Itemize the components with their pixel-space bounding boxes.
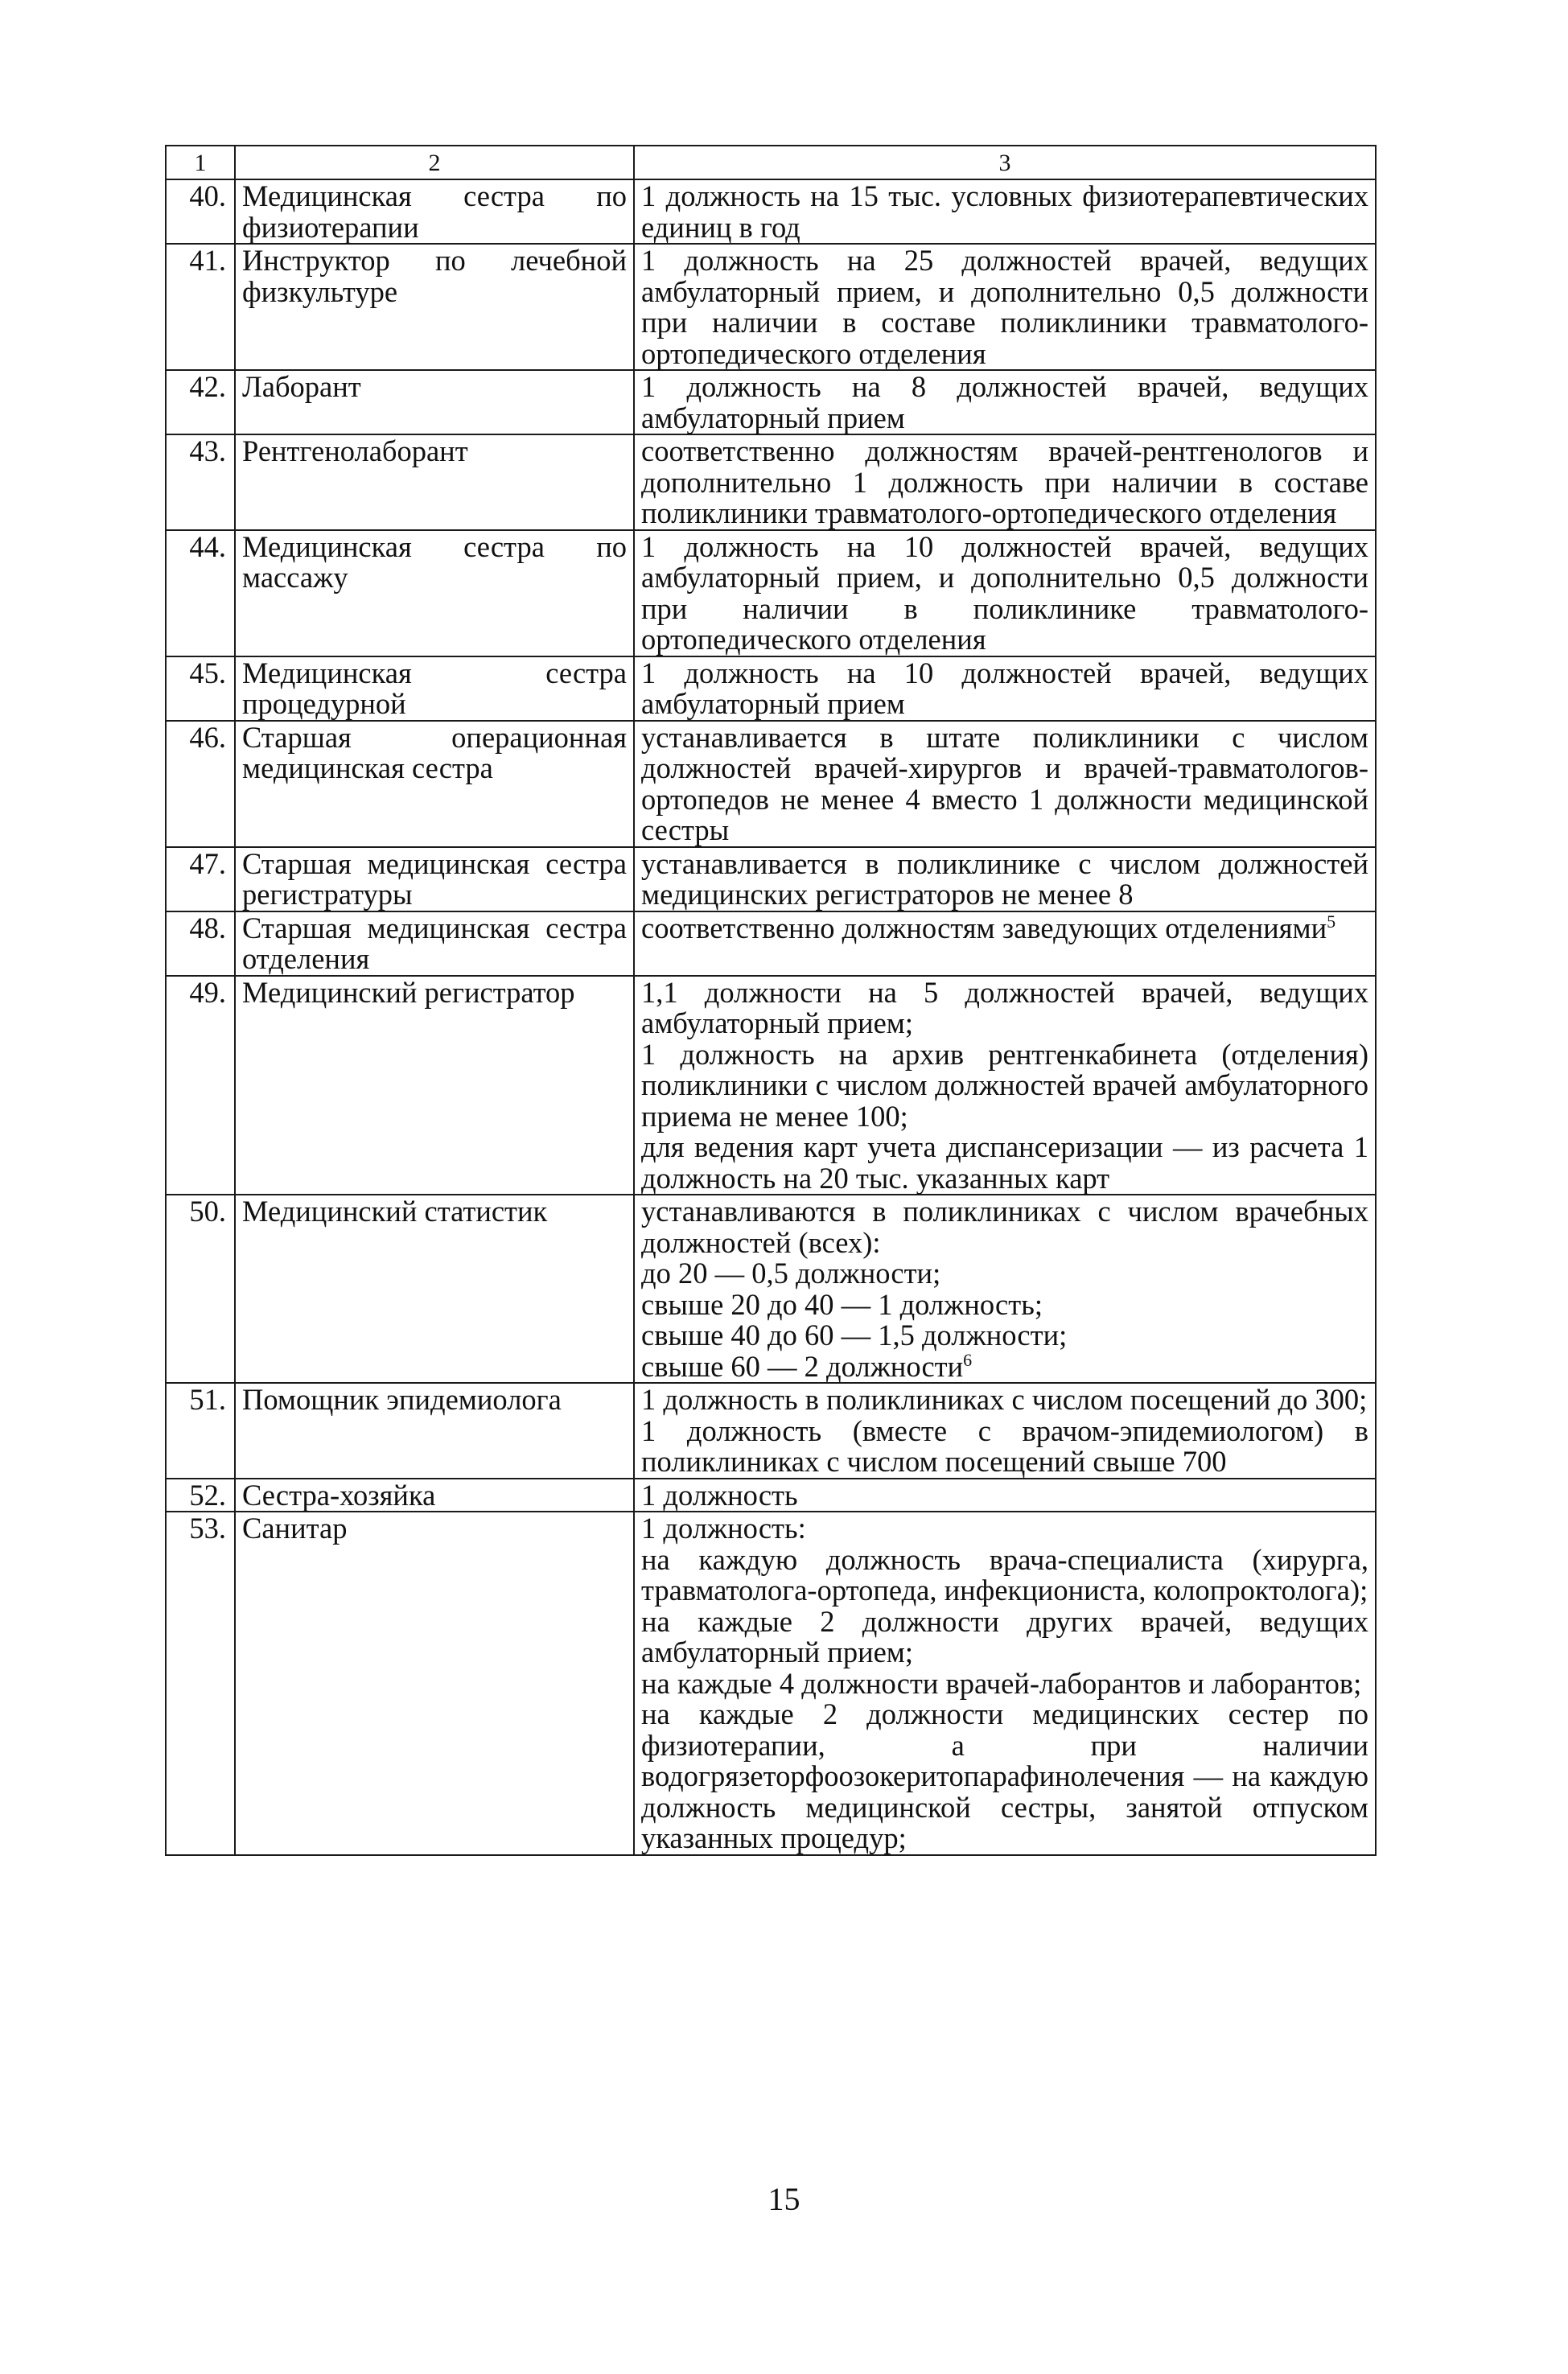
row-number: 46. — [166, 721, 235, 847]
norm-line — [641, 1132, 1368, 1194]
norm-text: на каждые 2 должности медицинских сестер по физиотерапии, а при наличии водогрязеторфоозокеритопарафинолечения — на каждую должность медицинской сестры, занятой отпуском указанных процедур; — [641, 1697, 1368, 1854]
table-row — [166, 370, 1376, 434]
norm-line — [641, 436, 1368, 529]
staffing-norm — [634, 847, 1376, 911]
norm-text: до 20 — 0,5 должности; — [641, 1257, 941, 1290]
column-number: 3 — [634, 146, 1376, 179]
table-row — [166, 179, 1376, 244]
staffing-norm — [634, 1479, 1376, 1512]
staffing-norm — [634, 721, 1376, 847]
norm-text: свыше 60 — 2 должности — [641, 1349, 964, 1383]
norm-text: 1 должность на 10 должностей врачей, ведущих амбулаторный прием, и дополнительно 0,5 должности при наличии в поликлинике травматолого-ортопедического отделения — [641, 529, 1368, 656]
norm-text: соответственно должностям врачей-рентгенологов и дополнительно 1 должность при наличии в составе поликлиники травматолого-ортопедического отделения — [641, 434, 1368, 529]
column-number-row — [166, 146, 1376, 179]
norm-line — [641, 1349, 1368, 1383]
position-title: Медицинская сестра процедурной — [235, 656, 634, 721]
row-number: 42. — [166, 370, 235, 434]
norm-text: 1 должность на 10 должностей врачей, ведущих амбулаторный прием — [641, 656, 1368, 720]
position-title: Санитар — [235, 1512, 634, 1855]
table-row — [166, 1512, 1376, 1855]
table-row — [166, 911, 1376, 976]
position-title: Сестра-хозяйка — [235, 1479, 634, 1512]
position-title: Инструктор по лечебной физкультуре — [235, 244, 634, 370]
staffing-table — [165, 145, 1377, 1856]
norm-line — [641, 1258, 1368, 1290]
table-row — [166, 434, 1376, 530]
norm-line — [641, 722, 1368, 846]
table-row — [166, 1383, 1376, 1479]
footnote-marker: 6 — [963, 1349, 973, 1370]
table-body — [166, 146, 1376, 1855]
norm-line — [641, 1384, 1368, 1416]
table-row — [166, 847, 1376, 911]
table-row — [166, 721, 1376, 847]
row-number: 50. — [166, 1195, 235, 1383]
row-number: 43. — [166, 434, 235, 530]
norm-line — [641, 1699, 1368, 1854]
staffing-norm — [634, 370, 1376, 434]
norm-text: 1 должность: — [641, 1512, 806, 1545]
norm-line — [641, 1604, 1368, 1668]
norm-text: для ведения карт учета диспансеризации — из расчета 1 должность на 20 тыс. указанных карт — [641, 1130, 1368, 1195]
table-row — [166, 1479, 1376, 1512]
table-row — [166, 244, 1376, 370]
row-number: 52. — [166, 1479, 235, 1512]
norm-line — [641, 181, 1368, 243]
page-number: 15 — [768, 2181, 800, 2217]
norm-text: на каждую должность врача-специалиста (хирурга, травматолога-ортопеда, инфекциониста, колопроктолога); — [641, 1542, 1368, 1607]
column-number: 1 — [166, 146, 235, 179]
norm-line — [641, 1480, 1368, 1512]
row-number: 45. — [166, 656, 235, 721]
position-title: Медицинская сестра по физиотерапии — [235, 179, 634, 244]
staffing-norm — [634, 434, 1376, 530]
position-title: Старшая медицинская сестра отделения — [235, 911, 634, 976]
position-title: Медицинский статистик — [235, 1195, 634, 1383]
norm-line — [641, 846, 1368, 911]
staffing-norm — [634, 244, 1376, 370]
norm-line — [641, 913, 1368, 944]
row-number: 49. — [166, 976, 235, 1195]
norm-text: свыше 40 до 60 — 1,5 должности; — [641, 1319, 1068, 1352]
norm-line — [641, 1320, 1368, 1352]
norm-text: на каждые 4 должности врачей-лаборантов и лаборантов; — [641, 1666, 1362, 1700]
position-title: Медицинский регистратор — [235, 976, 634, 1195]
norm-text: 1 должность в поликлиниках с числом посещений до 300; — [641, 1383, 1368, 1416]
staffing-norm — [634, 1383, 1376, 1479]
row-number: 44. — [166, 530, 235, 656]
position-title: Рентгенолаборант — [235, 434, 634, 530]
row-number: 48. — [166, 911, 235, 976]
norm-line — [641, 977, 1368, 1039]
table-row — [166, 530, 1376, 656]
norm-text: 1 должность на 15 тыс. условных физиотерапевтических единиц в год — [641, 179, 1368, 244]
norm-text: 1 должность на 8 должностей врачей, ведущих амбулаторный прием — [641, 370, 1368, 434]
norm-line — [641, 1513, 1368, 1545]
norm-text: 1,1 должности на 5 должностей врачей, ведущих амбулаторный прием; — [641, 975, 1368, 1039]
position-title: Медицинская сестра по массажу — [235, 530, 634, 656]
position-title: Старшая медицинская сестра регистратуры — [235, 847, 634, 911]
norm-text: 1 должность — [641, 1478, 798, 1512]
staffing-norm — [634, 179, 1376, 244]
staffing-norm — [634, 1195, 1376, 1383]
row-number: 40. — [166, 179, 235, 244]
footnote-marker: 5 — [1327, 911, 1336, 932]
staffing-norm — [634, 656, 1376, 721]
staffing-norm — [634, 976, 1376, 1195]
norm-line — [641, 372, 1368, 434]
norm-text: 1 должность (вместе с врачом-эпидемиологом) в поликлиниках с числом посещений свыше 700 — [641, 1413, 1368, 1478]
table-row — [166, 976, 1376, 1195]
position-title: Лаборант — [235, 370, 634, 434]
table-row — [166, 1195, 1376, 1383]
row-number: 47. — [166, 847, 235, 911]
norm-text: 1 должность на архив рентгенкабинета (отделения) поликлиники с числом должностей врачей амбулаторного приема не менее 100; — [641, 1037, 1368, 1133]
norm-text: устанавливается в штате поликлиники с числом должностей врачей-хирургов и врачей-травматологов-ортопедов не менее 4 вместо 1 должности медицинской сестры — [641, 720, 1368, 846]
norm-text: свыше 20 до 40 — 1 должность; — [641, 1287, 1043, 1321]
norm-text: соответственно должностям заведующих отделениями — [641, 911, 1327, 944]
norm-line — [641, 1196, 1368, 1258]
staffing-norm — [634, 530, 1376, 656]
norm-line — [641, 658, 1368, 720]
row-number: 41. — [166, 244, 235, 370]
norm-text: 1 должность на 25 должностей врачей, ведущих амбулаторный прием, и дополнительно 0,5 должности при наличии в составе поликлиники травматолого-ортопедического отделения — [641, 244, 1368, 370]
norm-line — [641, 1542, 1368, 1607]
norm-line — [641, 1668, 1368, 1700]
norm-line — [641, 1413, 1368, 1478]
norm-text: устанавливается в поликлинике с числом должностей медицинских регистраторов не менее 8 — [641, 846, 1368, 911]
staffing-norm — [634, 911, 1376, 976]
norm-line — [641, 245, 1368, 369]
norm-line — [641, 1287, 1368, 1321]
column-number: 2 — [235, 146, 634, 179]
norm-text: устанавливаются в поликлиниках с числом врачебных должностей (всех): — [641, 1195, 1368, 1259]
staffing-norm — [634, 1512, 1376, 1855]
row-number: 51. — [166, 1383, 235, 1479]
position-title: Старшая операционная медицинская сестра — [235, 721, 634, 847]
norm-text: на каждые 2 должности других врачей, ведущих амбулаторный прием; — [641, 1604, 1368, 1668]
table-row — [166, 656, 1376, 721]
row-number: 53. — [166, 1512, 235, 1855]
position-title: Помощник эпидемиолога — [235, 1383, 634, 1479]
norm-line — [641, 529, 1368, 656]
norm-line — [641, 1039, 1368, 1133]
